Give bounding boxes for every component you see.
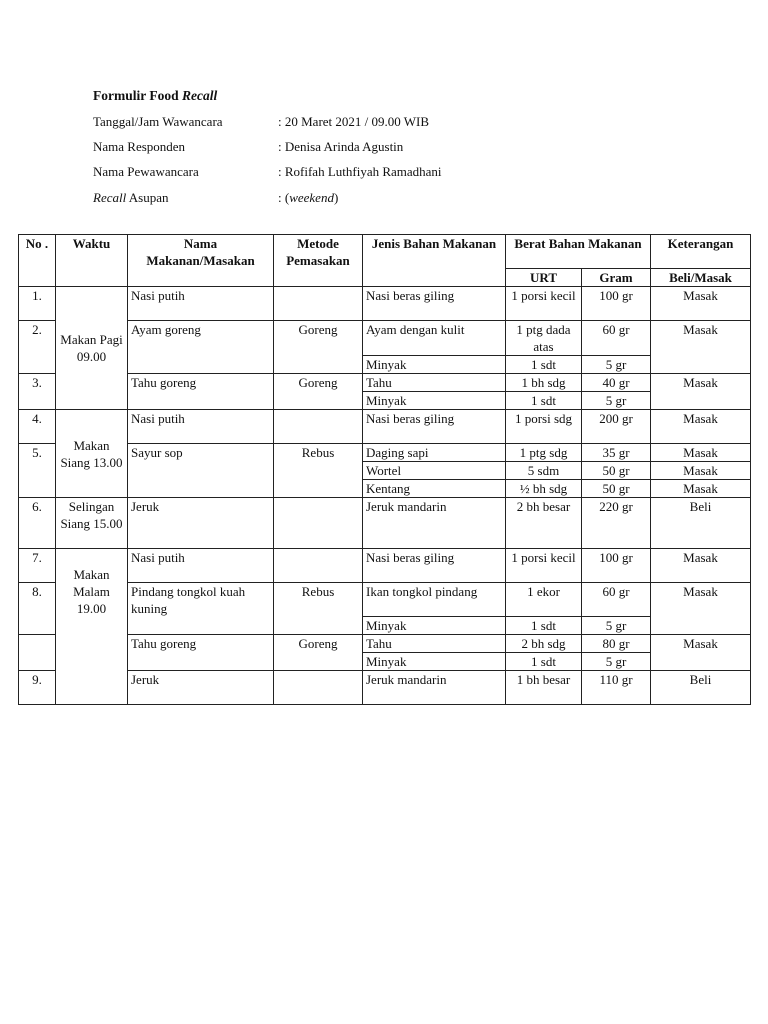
cell-jenis: Wortel [363,462,506,480]
cell-keterangan: Masak [651,287,751,321]
cell-jenis: Kentang [363,480,506,498]
cell-urt: 1 ekor [506,583,582,617]
header-row [19,235,751,269]
table-row [19,410,751,444]
cell-keterangan: Masak [651,444,751,462]
cell-urt: 1 sdt [506,356,582,374]
table-row [19,374,751,392]
cell-urt: 1 sdt [506,392,582,410]
cell-urt: 1 porsi kecil [506,287,582,321]
meta-label [93,190,168,206]
cell-jenis: Nasi beras giling [363,410,506,444]
cell-nama: Ayam goreng [128,321,274,374]
cell-keterangan: Masak [651,635,751,671]
cell-no: 7. [19,549,56,583]
cell-gram: 60 gr [582,321,651,356]
food-recall-table [18,234,751,705]
cell-gram: 5 gr [582,356,651,374]
cell-nama: Jeruk [128,498,274,549]
cell-keterangan: Beli [651,671,751,705]
table-row [19,635,751,653]
header-metode: Metode Pemasakan [274,235,363,287]
cell-gram: 220 gr [582,498,651,549]
recall-value-italic: weekend [289,190,334,205]
cell-urt: 1 ptg sdg [506,444,582,462]
cell-metode [274,410,363,444]
cell-urt: 5 sdm [506,462,582,480]
cell-urt: 1 bh besar [506,671,582,705]
cell-waktu-selingan: Selingan Siang 15.00 [56,498,128,549]
recall-value-prefix: : ( [278,190,290,205]
cell-metode: Goreng [274,635,363,671]
table-row [19,671,751,705]
cell-nama: Nasi putih [128,549,274,583]
meta-value: : Denisa Arinda Agustin [278,139,404,154]
cell-no: 1. [19,287,56,321]
cell-gram: 60 gr [582,583,651,617]
cell-jenis: Nasi beras giling [363,287,506,321]
cell-metode: Rebus [274,583,363,635]
cell-jenis: Ayam dengan kulit [363,321,506,356]
cell-no: 2. [19,321,56,374]
cell-keterangan: Masak [651,321,751,374]
cell-metode: Goreng [274,321,363,374]
cell-jenis: Minyak [363,653,506,671]
meta-value: : 20 Maret 2021 / 09.00 WIB [278,114,430,129]
recall-label-rest: Asupan [126,190,169,205]
cell-nama: Jeruk [128,671,274,705]
cell-urt: ½ bh sdg [506,480,582,498]
cell-gram: 5 gr [582,392,651,410]
cell-metode: Goreng [274,374,363,410]
cell-waktu-pagi: Makan Pagi 09.00 [56,287,128,410]
cell-gram: 40 gr [582,374,651,392]
cell-jenis: Daging sapi [363,444,506,462]
header-berat: Berat Bahan Makanan [506,235,651,269]
cell-jenis: Ikan tongkol pindang [363,583,506,617]
header-nama: Nama Makanan/Masakan [128,235,274,287]
cell-keterangan: Masak [651,583,751,635]
cell-no: 8. [19,583,56,635]
cell-urt: 2 bh sdg [506,635,582,653]
cell-waktu-malam: Makan Malam 19.00 [56,549,128,705]
cell-urt: 1 sdt [506,617,582,635]
cell-urt: 1 porsi sdg [506,410,582,444]
cell-urt: 2 bh besar [506,498,582,549]
cell-no: 4. [19,410,56,444]
cell-no: 5. [19,444,56,498]
table-row [19,498,751,549]
header-beli-masak: Beli/Masak [651,269,751,287]
recall-label-italic: Recall [93,190,127,205]
cell-nama: Pindang tongkol kuah kuning [128,583,274,635]
cell-keterangan: Masak [651,374,751,410]
cell-no: 3. [19,374,56,410]
cell-keterangan: Masak [651,462,751,480]
table-row [19,549,751,583]
header-no: No . [19,235,56,287]
cell-nama: Tahu goreng [128,635,274,671]
header-urt: URT [506,269,582,287]
cell-no: 6. [19,498,56,549]
header-jenis: Jenis Bahan Makanan [363,235,506,287]
header-gram: Gram [582,269,651,287]
cell-gram: 80 gr [582,635,651,653]
cell-jenis: Tahu [363,374,506,392]
form-title-italic: Recall [182,88,218,103]
cell-gram: 5 gr [582,653,651,671]
cell-keterangan: Beli [651,498,751,549]
meta-label: Tanggal/Jam Wawancara [93,114,223,129]
cell-no: 9. [19,671,56,705]
header-waktu: Waktu [56,235,128,287]
table-row [19,287,751,321]
cell-nama: Tahu goreng [128,374,274,410]
cell-nama: Nasi putih [128,287,274,321]
cell-jenis: Nasi beras giling [363,549,506,583]
meta-value [278,190,338,206]
cell-nama: Sayur sop [128,444,274,498]
header-keterangan: Keterangan [651,235,751,269]
cell-gram: 50 gr [582,480,651,498]
cell-metode [274,498,363,549]
cell-metode [274,671,363,705]
cell-metode [274,287,363,321]
meta-label: Nama Pewawancara [93,164,199,179]
table-row [19,321,751,356]
cell-jenis: Tahu [363,635,506,653]
cell-gram: 110 gr [582,671,651,705]
table-row [19,444,751,462]
cell-metode [274,549,363,583]
cell-urt: 1 ptg dada atas [506,321,582,356]
cell-urt: 1 sdt [506,653,582,671]
cell-gram: 5 gr [582,617,651,635]
cell-gram: 35 gr [582,444,651,462]
cell-nama: Nasi putih [128,410,274,444]
cell-urt: 1 porsi kecil [506,549,582,583]
cell-keterangan: Masak [651,410,751,444]
cell-jenis: Minyak [363,392,506,410]
cell-urt: 1 bh sdg [506,374,582,392]
cell-no [19,635,56,671]
cell-jenis: Minyak [363,617,506,635]
cell-jenis: Jeruk mandarin [363,498,506,549]
cell-metode: Rebus [274,444,363,498]
cell-keterangan: Masak [651,549,751,583]
cell-jenis: Minyak [363,356,506,374]
cell-gram: 100 gr [582,549,651,583]
cell-keterangan: Masak [651,480,751,498]
recall-value-suffix: ) [333,190,339,205]
table-row [19,583,751,617]
form-title [93,88,217,104]
cell-waktu-siang: Makan Siang 13.00 [56,410,128,498]
cell-jenis: Jeruk mandarin [363,671,506,705]
cell-gram: 50 gr [582,462,651,480]
meta-value: : Rofifah Luthfiyah Ramadhani [278,164,442,179]
cell-gram: 200 gr [582,410,651,444]
meta-label: Nama Responden [93,139,186,154]
cell-gram: 100 gr [582,287,651,321]
form-title-prefix: Formulir Food [93,88,182,103]
